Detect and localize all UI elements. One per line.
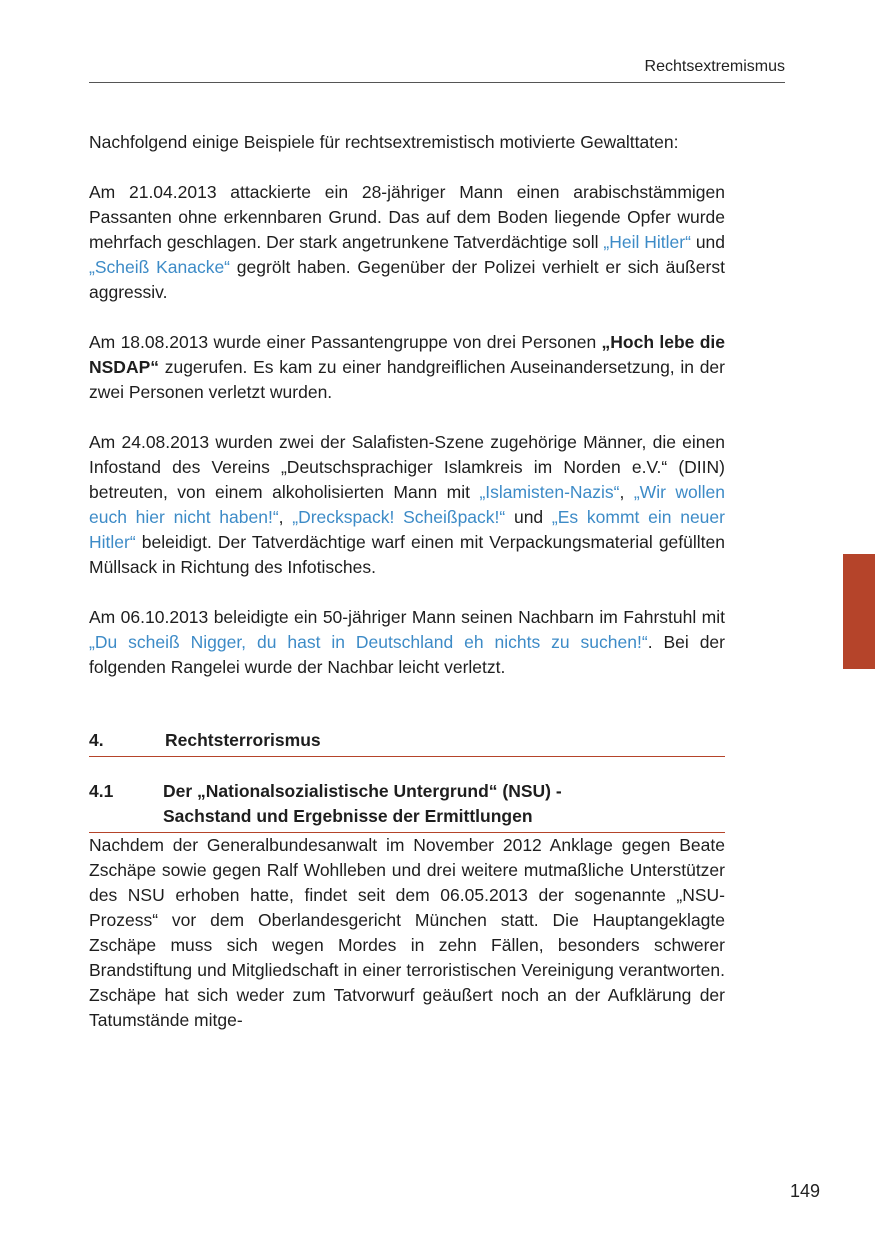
- running-head: Rechtsextremismus: [89, 58, 785, 83]
- quote-highlight: „Wir wollen euch hier nicht haben!“: [89, 482, 725, 527]
- text-run: ,: [278, 507, 293, 527]
- text-run: Am 06.10.2013 beleidigte ein 50-jähriger Mann seinen Nachbarn im Fahrstuhl mit: [89, 607, 725, 627]
- text-run: zugerufen. Es kam zu einer handgreiflichen Auseinandersetzung, in der zwei Personen verletzt wurden.: [89, 357, 725, 402]
- quote-bold: „Hoch lebe die NSDAP“: [89, 332, 726, 377]
- quote-highlight: „Es kommt ein neuer Hitler“: [89, 507, 725, 552]
- subsection-title-line-1: Der „Nationalsozialistische Untergrund“ (NSU) -: [163, 781, 562, 801]
- page-number: 149: [789, 1181, 820, 1201]
- text-run: beleidigt. Der Tatverdächtige warf einen mit Verpackungsmaterial gefüllten Müllsack in Richtung des Infotisches.: [89, 532, 725, 577]
- subsection-heading: [89, 779, 725, 833]
- subsection-title: [163, 779, 562, 829]
- chapter-tab-marker: [843, 554, 875, 669]
- intro-paragraph: Nachfolgend einige Beispiele für rechtsextremistisch motivierte Gewalttaten:: [89, 132, 679, 152]
- text-run: . Bei der folgenden Rangelei wurde der Nachbar leicht verletzt.: [89, 632, 725, 677]
- example-paragraph-2: [89, 330, 725, 405]
- page-content: [89, 130, 725, 1058]
- text-run: ,: [619, 482, 634, 502]
- body-paragraph: Nachdem der Generalbundesanwalt im November 2012 Anklage gegen Beate Zschäpe sowie gegen Ralf Wohlleben und drei weitere mutmaßliche Unterstützer des NSU erhoben hatte, findet seit dem 06.05.2013 der sogenannte „NSU-Prozess“ vor dem Oberlandesgericht München statt. Die Hauptangeklagte Zschäpe muss sich wegen Mordes in zehn Fällen, besonders schwerer Brandstiftung und Mitgliedschaft in einer terroristischen Vereinigung verantworten. Zschäpe hat sich weder zum Tatvorwurf geäußert noch an der Aufklärung der Tatumstände mitge-: [89, 835, 725, 1030]
- text-run: Am 24.08.2013 wurden zwei der Salafisten-Szene zugehörige Männer, die einen Infostand des Vereins „Deutschsprachiger Islamkreis im Norden e.V.“ (DIIN) betreuten, von einem alkoholisierten Mann mit: [89, 432, 725, 502]
- example-paragraph-1: [89, 180, 725, 305]
- text-run: und: [505, 507, 552, 527]
- text-run: und: [690, 232, 726, 252]
- example-paragraph-4: [89, 605, 725, 680]
- quote-highlight: „Heil Hitler“: [603, 232, 691, 252]
- quote-highlight: „Dreckspack! Scheißpack!“: [292, 507, 506, 527]
- quote-highlight: „Islamisten-Nazis“: [479, 482, 620, 502]
- example-paragraph-3: [89, 430, 725, 580]
- section-number: 4.: [89, 730, 104, 750]
- subsection-number: 4.1: [89, 781, 114, 801]
- section-heading: [89, 728, 725, 757]
- section-title: Rechtsterrorismus: [165, 730, 321, 750]
- text-run: Am 21.04.2013 attackierte ein 28-jähriger Mann einen arabischstämmigen Passanten ohne erkennbaren Grund. Das auf dem Boden liegende Opfer wurde mehrfach geschlagen. Der stark angetrunkene Tatverdächtige soll: [89, 182, 725, 252]
- quote-highlight: „Scheiß Kanacke“: [89, 257, 231, 277]
- text-run: Am 18.08.2013 wurde einer Passantengruppe von drei Personen: [89, 332, 602, 352]
- text-run: gegrölt haben. Gegenüber der Polizei verhielt er sich äußerst aggressiv.: [89, 257, 725, 302]
- subsection-title-line-2: Sachstand und Ergebnisse der Ermittlungen: [163, 806, 533, 826]
- quote-highlight: „Du scheiß Nigger, du hast in Deutschland eh nichts zu suchen!“: [89, 632, 648, 652]
